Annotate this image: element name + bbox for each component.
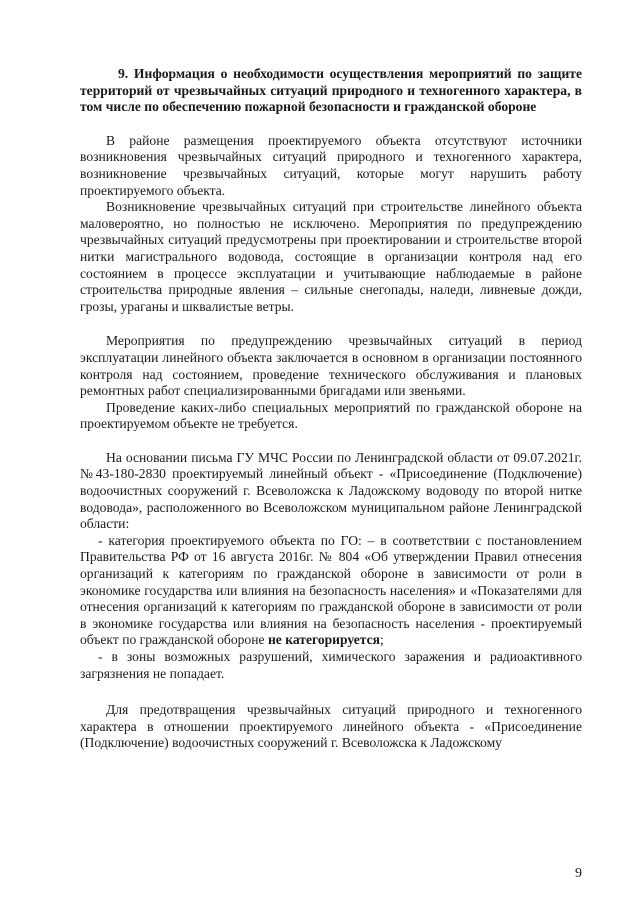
- not-categorized-emphasis: не категорируется: [267, 632, 381, 648]
- paragraph-3: Мероприятия по предупреждению чрезвычайных ситуаций в период эксплуатации линейного объекта заключается в основном в организации постоянного контроля над состоянием, проведение технического обслуживания и плановых ремонтных работ специализированными бригадами или звеньями.: [80, 333, 582, 399]
- page-number: 9: [575, 866, 582, 881]
- document-page: [80, 66, 582, 752]
- list-item-category-text: - категория проектируемого объекта по ГО: – в соответствии с постановлением Правительства РФ от 16 августа 2016г. № 804 «Об утверждении Правил отнесения организаций к категориям по гражданской обороне в зависимости от роли в экономике государства или влияния на безопасность населения» и «Показателями для отнесения организаций к категориям по гражданской обороне в зависимости от роли в экономике государства или влияния на безопасность населения - проектируемый объект по гражданской обороне: [80, 532, 582, 648]
- section-heading: 9. Информация о необходимости осуществления мероприятий по защите территорий от чрезвычайных ситуаций природного и техногенного характера, в том числе по обеспечению пожарной безопасности и гражданской обороне: [80, 66, 582, 115]
- list-item-category-end: ;: [380, 632, 384, 648]
- spacer: [80, 433, 582, 450]
- spacer: [80, 116, 582, 133]
- paragraph-6: Для предотвращения чрезвычайных ситуаций природного и техногенного характера в отношении проектируемого линейного объекта - «Присоединение (Подключение) водоочистных сооружений г. Всеволожска к Ладожскому: [80, 702, 582, 751]
- paragraph-5: На основании письма ГУ МЧС России по Ленинградской области от 09.07.2021г. №43-180-2830 проектируемый линейный объект - «Присоединение (Подключение) водоочистных сооружений г. Всеволожска к Ладожскому водоводу по второй нитке водовода», расположенного во Всеволожском муниципальном районе Ленинградской области:: [80, 449, 582, 532]
- paragraph-4: Проведение каких-либо специальных мероприятий по гражданской обороне на проектируемом объекте не требуется.: [80, 399, 582, 432]
- list-item-zones: - в зоны возможных разрушений, химического заражения и радиоактивного загрязнения не попадает.: [80, 649, 582, 681]
- paragraph-2: Возникновение чрезвычайных ситуаций при строительстве линейного объекта маловероятно, но полностью не исключено. Мероприятия по предупреждению чрезвычайных ситуаций предусмотрены при проектировании и строительстве второй нитки магистрального водовода, состоящие в организации контроля над его состоянием в процессе эксплуатации и учитывающие наблюдаемые в районе строительства природные явления – сильные снегопады, наледи, ливневые дожди, грозы, ураганы и шквалистые ветры.: [80, 199, 582, 314]
- spacer: [80, 315, 582, 333]
- list-item-category: [80, 533, 582, 649]
- paragraph-1: В районе размещения проектируемого объекта отсутствуют источники возникновения чрезвычайных ситуаций природного и техногенного характера, возникновение чрезвычайных ситуаций, которые могут нарушить работу проектируемого объекта.: [80, 132, 582, 198]
- spacer: [80, 682, 582, 702]
